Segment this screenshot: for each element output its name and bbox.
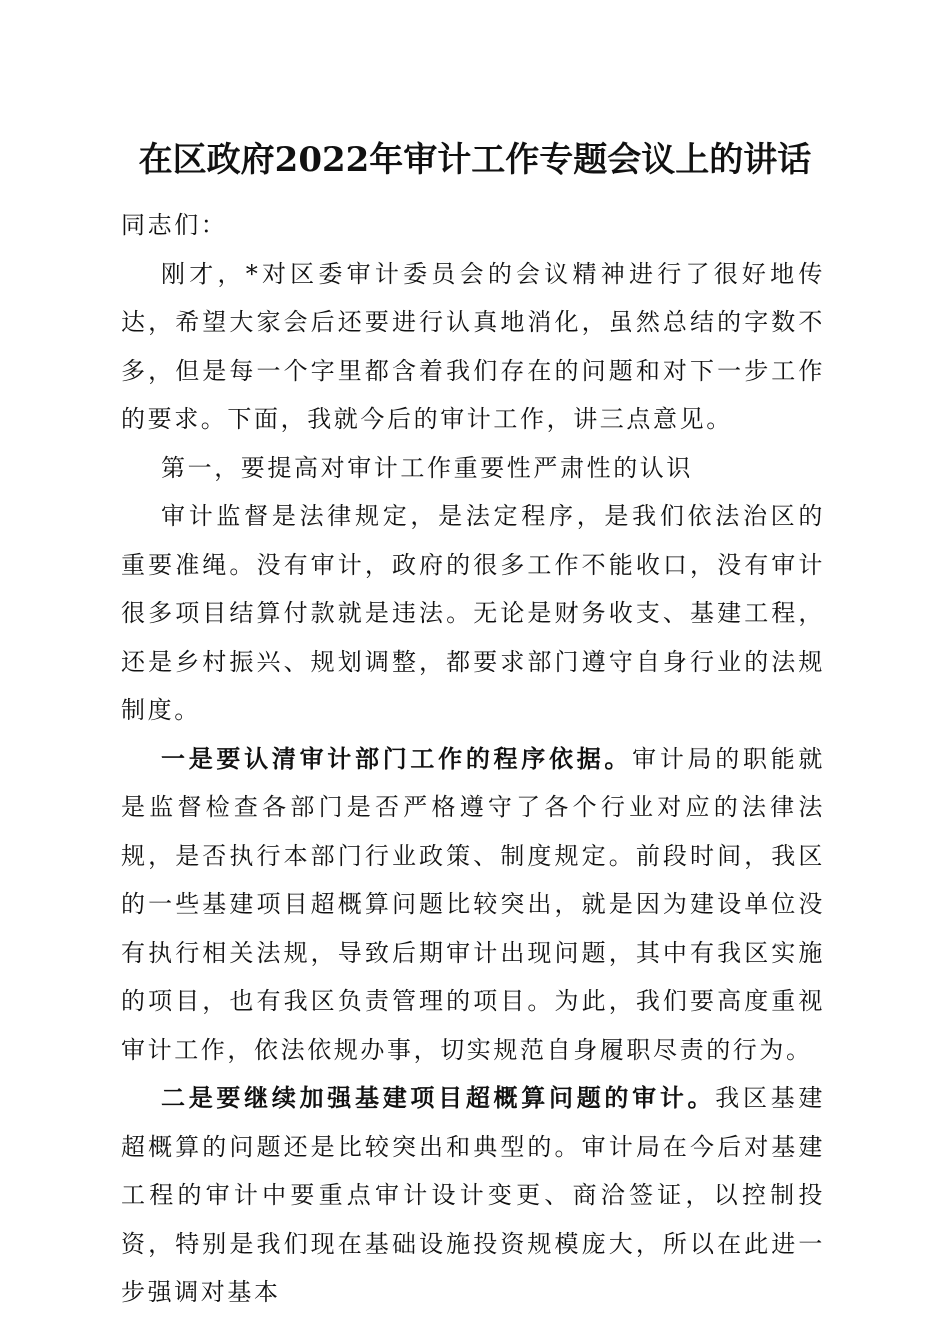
point-two-lead: 二是要继续加强基建项目超概算问题的审计。 bbox=[161, 1083, 716, 1112]
paragraph-opening: 刚才，*对区委审计委员会的会议精神进行了很好地传达，希望大家会后还要进行认真地消化，虽然总结的字数不多，但是每一个字里都含着我们存在的问题和对下一步工作的要求。下面，我就今后的审计工作，讲三点意见。 bbox=[121, 259, 825, 433]
paragraph-point-one bbox=[121, 735, 825, 1075]
point-one-lead: 一是要认清审计部门工作的程序依据。 bbox=[161, 743, 633, 773]
document-body bbox=[121, 201, 825, 1317]
point-one-text: 审计局的职能就是监督检查各部门是否严格遵守了各个行业对应的法律法规，是否执行本部门行业政策、制度规定。前段时间，我区的一些基建项目超概算问题比较突出，就是因为建设单位没有执行相关法规，导致后期审计出现问题，其中有我区实施的项目，也有我区负责管理的项目。为此，我们要高度重视审计工作，依法依规办事，切实规范自身履职尽责的行为。 bbox=[121, 744, 826, 1064]
paragraph-audit-supervision: 审计监督是法律规定，是法定程序，是我们依法治区的重要准绳。没有审计，政府的很多工作不能收口，没有审计很多项目结算付款就是违法。无论是财务收支、基建工程，还是乡村振兴、规划调整，都要求部门遵守自身行业的法规制度。 bbox=[121, 502, 825, 724]
salutation: 同志们： bbox=[121, 211, 228, 239]
document-title: 在区政府2022年审计工作专题会议上的讲话 bbox=[138, 140, 812, 180]
point-two-text: 我区基建超概算的问题还是比较突出和典型的。审计局在今后对基建工程的审计中要重点审计设计变更、商洽签证，以控制投资，特别是我们现在基础设施投资规模庞大，所以在此进一步强调对基本 bbox=[121, 1084, 826, 1306]
paragraph-point-two bbox=[121, 1074, 825, 1317]
section-heading-first: 第一，要提高对审计工作重要性严肃性的认识 bbox=[161, 453, 693, 482]
